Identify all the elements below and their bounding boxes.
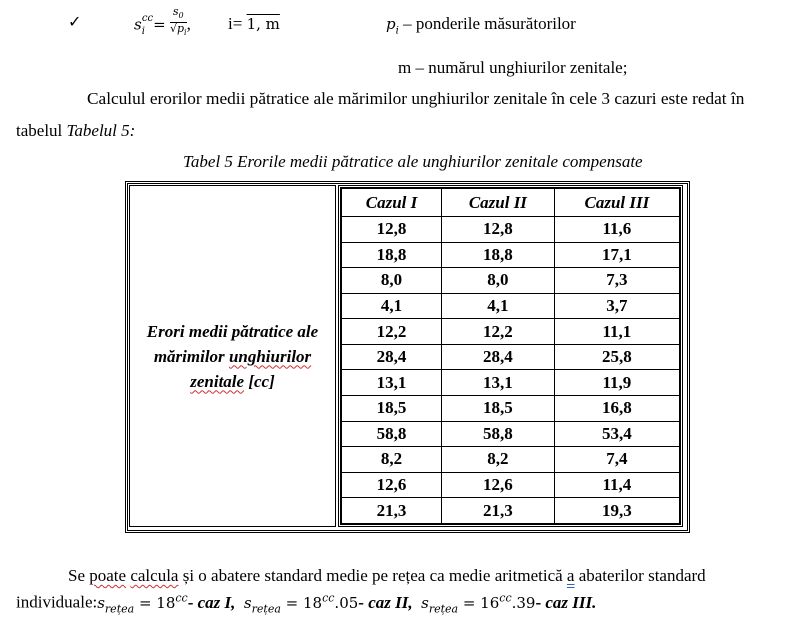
value-cell-cazul-2: 12,2 <box>442 319 555 345</box>
s-symbol: s <box>243 593 252 612</box>
value-cell-cazul-3: 25,8 <box>554 344 679 370</box>
s-subscript: rețea <box>251 602 281 616</box>
s-symbol: s <box>97 593 105 612</box>
header-row <box>342 189 680 217</box>
value-cell-cazul-1: 58,8 <box>342 421 442 447</box>
fraction: $\frac{s_0}{√p_i}$ <box>169 5 187 38</box>
value-cell-cazul-3: 11,6 <box>554 217 679 243</box>
header-cazul-3: Cazul III <box>554 189 679 217</box>
table-row <box>342 447 680 473</box>
dash: - <box>358 592 369 612</box>
checkmark-icon: ✓ <box>68 12 82 31</box>
value-cell-cazul-1: 4,1 <box>342 293 442 319</box>
table-row <box>342 421 680 447</box>
table-row <box>342 344 680 370</box>
table-row <box>342 217 680 243</box>
value-cell-cazul-3: 7,3 <box>554 268 679 294</box>
table-row <box>342 242 680 268</box>
value-cell-cazul-2: 28,4 <box>442 344 555 370</box>
header-cazul-1: Cazul I <box>342 189 442 217</box>
network-std-items <box>97 591 597 616</box>
table-row <box>342 293 680 319</box>
value-cell-cazul-3: 19,3 <box>554 498 679 524</box>
table-row <box>342 472 680 498</box>
value-cell-cazul-1: 12,8 <box>342 217 442 243</box>
table-body <box>342 217 680 524</box>
cc-superscript: cc <box>499 591 512 604</box>
values-grid <box>338 185 683 527</box>
row-label-cell <box>129 185 336 527</box>
case-label: caz I, <box>197 592 236 612</box>
separator <box>235 593 244 612</box>
value-cell-cazul-3: 17,1 <box>554 242 679 268</box>
value-cell-cazul-2: 12,6 <box>442 472 555 498</box>
values-table <box>341 188 680 524</box>
value-cell-cazul-1: 18,5 <box>342 396 442 422</box>
separator <box>413 593 422 612</box>
s-subscript: rețea <box>104 602 135 616</box>
errors-table <box>125 181 690 533</box>
value-decimals: .39 <box>511 593 536 612</box>
value-cell-cazul-3: 3,7 <box>554 293 679 319</box>
legend-p: $p_i$ – ponderile măsurătorilor <box>386 14 576 37</box>
paragraph-1-line-1: Calculul erorilor medii pătratice ale mărimilor unghiurilor zenitale în cele 3 cazuri este redat în <box>87 89 745 108</box>
value: = 16 <box>458 593 500 612</box>
value-cell-cazul-1: 12,6 <box>342 472 442 498</box>
value-decimals: .05 <box>334 593 359 612</box>
value-cell-cazul-3: 16,8 <box>554 396 679 422</box>
formula-s-i-cc: $s_i^{cc}=$ $\frac{s_0}{√p_i}$ , <box>134 5 191 38</box>
row-label: Erori medii pătratice ale mărimilor unghiurilor zenitale [cc] <box>146 321 319 391</box>
value-cell-cazul-2: 8,0 <box>442 268 555 294</box>
cc-superscript: cc <box>322 591 335 604</box>
header-cazul-2: Cazul II <box>442 189 555 217</box>
value-cell-cazul-1: 28,4 <box>342 344 442 370</box>
cc-superscript: cc <box>175 591 188 604</box>
value-cell-cazul-1: 12,2 <box>342 319 442 345</box>
paragraph-2-line-1: Se poate calcula și o abatere standard medie pe rețea ca medie aritmetică a abaterilor standard <box>68 566 706 585</box>
table-row <box>342 498 680 524</box>
index-range: i= 1, m <box>228 14 280 33</box>
table-row <box>342 396 680 422</box>
value-cell-cazul-2: 4,1 <box>442 293 555 319</box>
value-cell-cazul-1: 21,3 <box>342 498 442 524</box>
value-cell-cazul-1: 8,0 <box>342 268 442 294</box>
table-row <box>342 370 680 396</box>
paragraph-1-line-2: tabelul Tabelul 5: <box>16 121 136 140</box>
value-cell-cazul-1: 18,8 <box>342 242 442 268</box>
value-cell-cazul-3: 7,4 <box>554 447 679 473</box>
value-cell-cazul-2: 18,8 <box>442 242 555 268</box>
network-std-item <box>243 591 421 616</box>
dash: - <box>187 592 198 612</box>
network-std-item <box>97 591 244 616</box>
value-cell-cazul-3: 11,4 <box>554 472 679 498</box>
case-label: caz III. <box>545 592 597 612</box>
value-cell-cazul-1: 13,1 <box>342 370 442 396</box>
s-symbol: s <box>421 593 429 612</box>
value-cell-cazul-2: 8,2 <box>442 447 555 473</box>
dash: - <box>535 592 546 612</box>
case-label: caz II, <box>368 592 413 612</box>
value-cell-cazul-2: 18,5 <box>442 396 555 422</box>
value-cell-cazul-3: 53,4 <box>554 421 679 447</box>
value-cell-cazul-2: 13,1 <box>442 370 555 396</box>
value-cell-cazul-2: 58,8 <box>442 421 555 447</box>
paragraph-2-line-2: $individuale:s_{rețea} = 18^{cc}-$ caz I, $s_{rețea} = 18^{cc}.05-$ caz II, $s_{rețea} = 16^{cc}.39-$ caz III. <box>16 591 597 616</box>
value: = 18 <box>280 593 323 612</box>
table-row <box>342 268 680 294</box>
value-cell-cazul-3: 11,9 <box>554 370 679 396</box>
value-cell-cazul-2: 12,8 <box>442 217 555 243</box>
table-caption: Tabel 5 Erorile medii pătratice ale unghiurilor zenitale compensate <box>183 152 643 171</box>
table-row <box>342 319 680 345</box>
value: = 18 <box>134 593 176 612</box>
value-cell-cazul-1: 8,2 <box>342 447 442 473</box>
value-cell-cazul-3: 11,1 <box>554 319 679 345</box>
legend-m: m – numărul unghiurilor zenitale; <box>398 58 628 77</box>
s-subscript: rețea <box>428 602 459 616</box>
value-cell-cazul-2: 21,3 <box>442 498 555 524</box>
network-std-item <box>421 591 597 616</box>
